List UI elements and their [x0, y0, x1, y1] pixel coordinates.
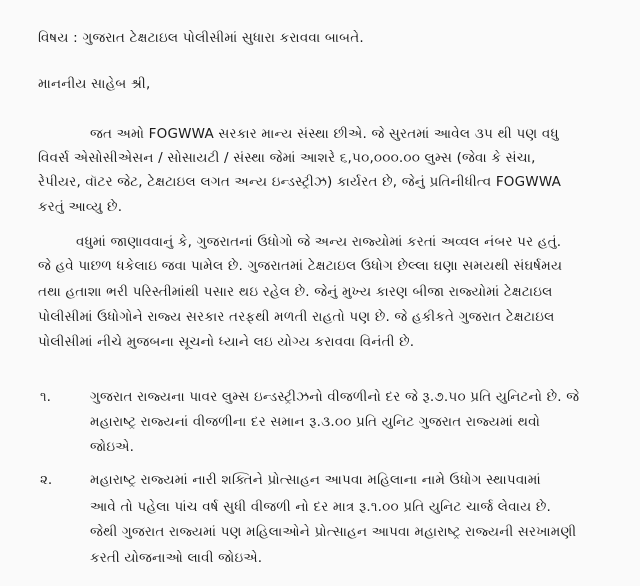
paragraph-line: જત અમો FOGWWA સરકાર માન્ય સંસ્થા છીએ. જે સુરતમાં આવેલ ૩૫ થી પણ વધુ	[90, 126, 559, 142]
paragraph-line: તથા હતાશા ભરી પરિસ્તીમાંથી પસાર થઇ રહેલ છે. જેનું મુખ્ય કારણ બીજા રાજ્યોમાં ટેક્ષટાઇલ	[38, 284, 553, 300]
point-number: ૧.	[40, 389, 51, 405]
point-line: મહારાષ્ટ્ર રાજ્યનાં વીજળીના દર સમાન રૂ.૩.૦૦ પ્રતિ યુનિટ ગુજરાત રાજ્યમાં થવો	[90, 414, 541, 430]
point-line: ગુજરાત રાજ્યના પાવર લુમ્સ ઇન્ડસ્ટ્રીઝનો વીજળીનો દર જે રૂ.૭.૫૦ પ્રતિ યુનિટનો છે. જે	[90, 389, 580, 405]
subject-line: વિષય : ગુજરાત ટેક્ષટાઇલ પોલીસીમાં સુધારા કરાવવા બાબતે.	[38, 30, 364, 46]
paragraph-line: પોલીસીમાં ઉધોગોને રાજ્ય સરકાર તરફથી મળતી રાહતો પણ છે. જે હકીકતે ગુજરાત ટેક્ષટાઇલ	[38, 309, 555, 325]
paragraph-line: વિવર્સ એસોસીએસન / સોસાયટી / સંસ્થા જેમાં આશરે ૬,૫૦,૦૦૦.૦૦ લુમ્સ (જેવા કે સંચા,	[38, 150, 536, 166]
paragraph-line: કરતું આવ્યુ છે.	[38, 199, 123, 215]
paragraph-line: રેપીયર, વૉટર જેટ, ટેક્ષટાઇલ લગત અન્ય ઇન્ડસ્ટ્રીઝ) કાર્યરત છે, જેનું પ્રતિનીધીત્વ FOGWWA	[38, 174, 562, 190]
point-line: કરતી યોજનાઓ લાવી જોઇએ.	[90, 550, 263, 566]
point-number: ૨.	[40, 472, 53, 488]
paragraph-line: વધુમાં જાણાવવાનું કે, ગુજરાતનાં ઉધોગો જે અન્ય રાજ્યોમાં કરતાં અવ્વલ નંબર પર હતું.	[76, 234, 562, 250]
point-line: આવે તો પહેલા પાંચ વર્ષ સુધી વીજળી નો દર માત્ર રૂ.૧.૦૦ પ્રતિ યુનિટ ચાર્જ લેવાય છે.	[90, 499, 552, 515]
point-line: જેથી ગુજરાત રાજ્યમાં પણ મહિલાઓને પ્રોત્સાહન આપવા મહારાષ્ટ્ર રાજ્યની સરખામણી	[90, 524, 577, 540]
point-line: જોઇએ.	[90, 439, 135, 455]
salutation: માનનીય સાહેબ શ્રી,	[38, 76, 151, 92]
paragraph-line: જે હવે પાછળ ધકેલાઇ જવા પામેલ છે. ગુજરાતમાં ટેક્ષટાઇલ ઉધોગ છેલ્લા ઘણા સમયથી સંઘર્ષમય	[38, 258, 563, 274]
paragraph-line: પોલીસીમાં નીચે મુજબના સૂચનો ધ્યાને લઇ યોગ્ય કરાવવા વિનંતી છે.	[38, 334, 415, 350]
point-line: મહારાષ્ટ્ર રાજ્યમાં નારી શક્તિને પ્રોત્સાહન આપવા મહિલાના નામે ઉધોગ સ્થાપવામાં	[90, 472, 541, 488]
